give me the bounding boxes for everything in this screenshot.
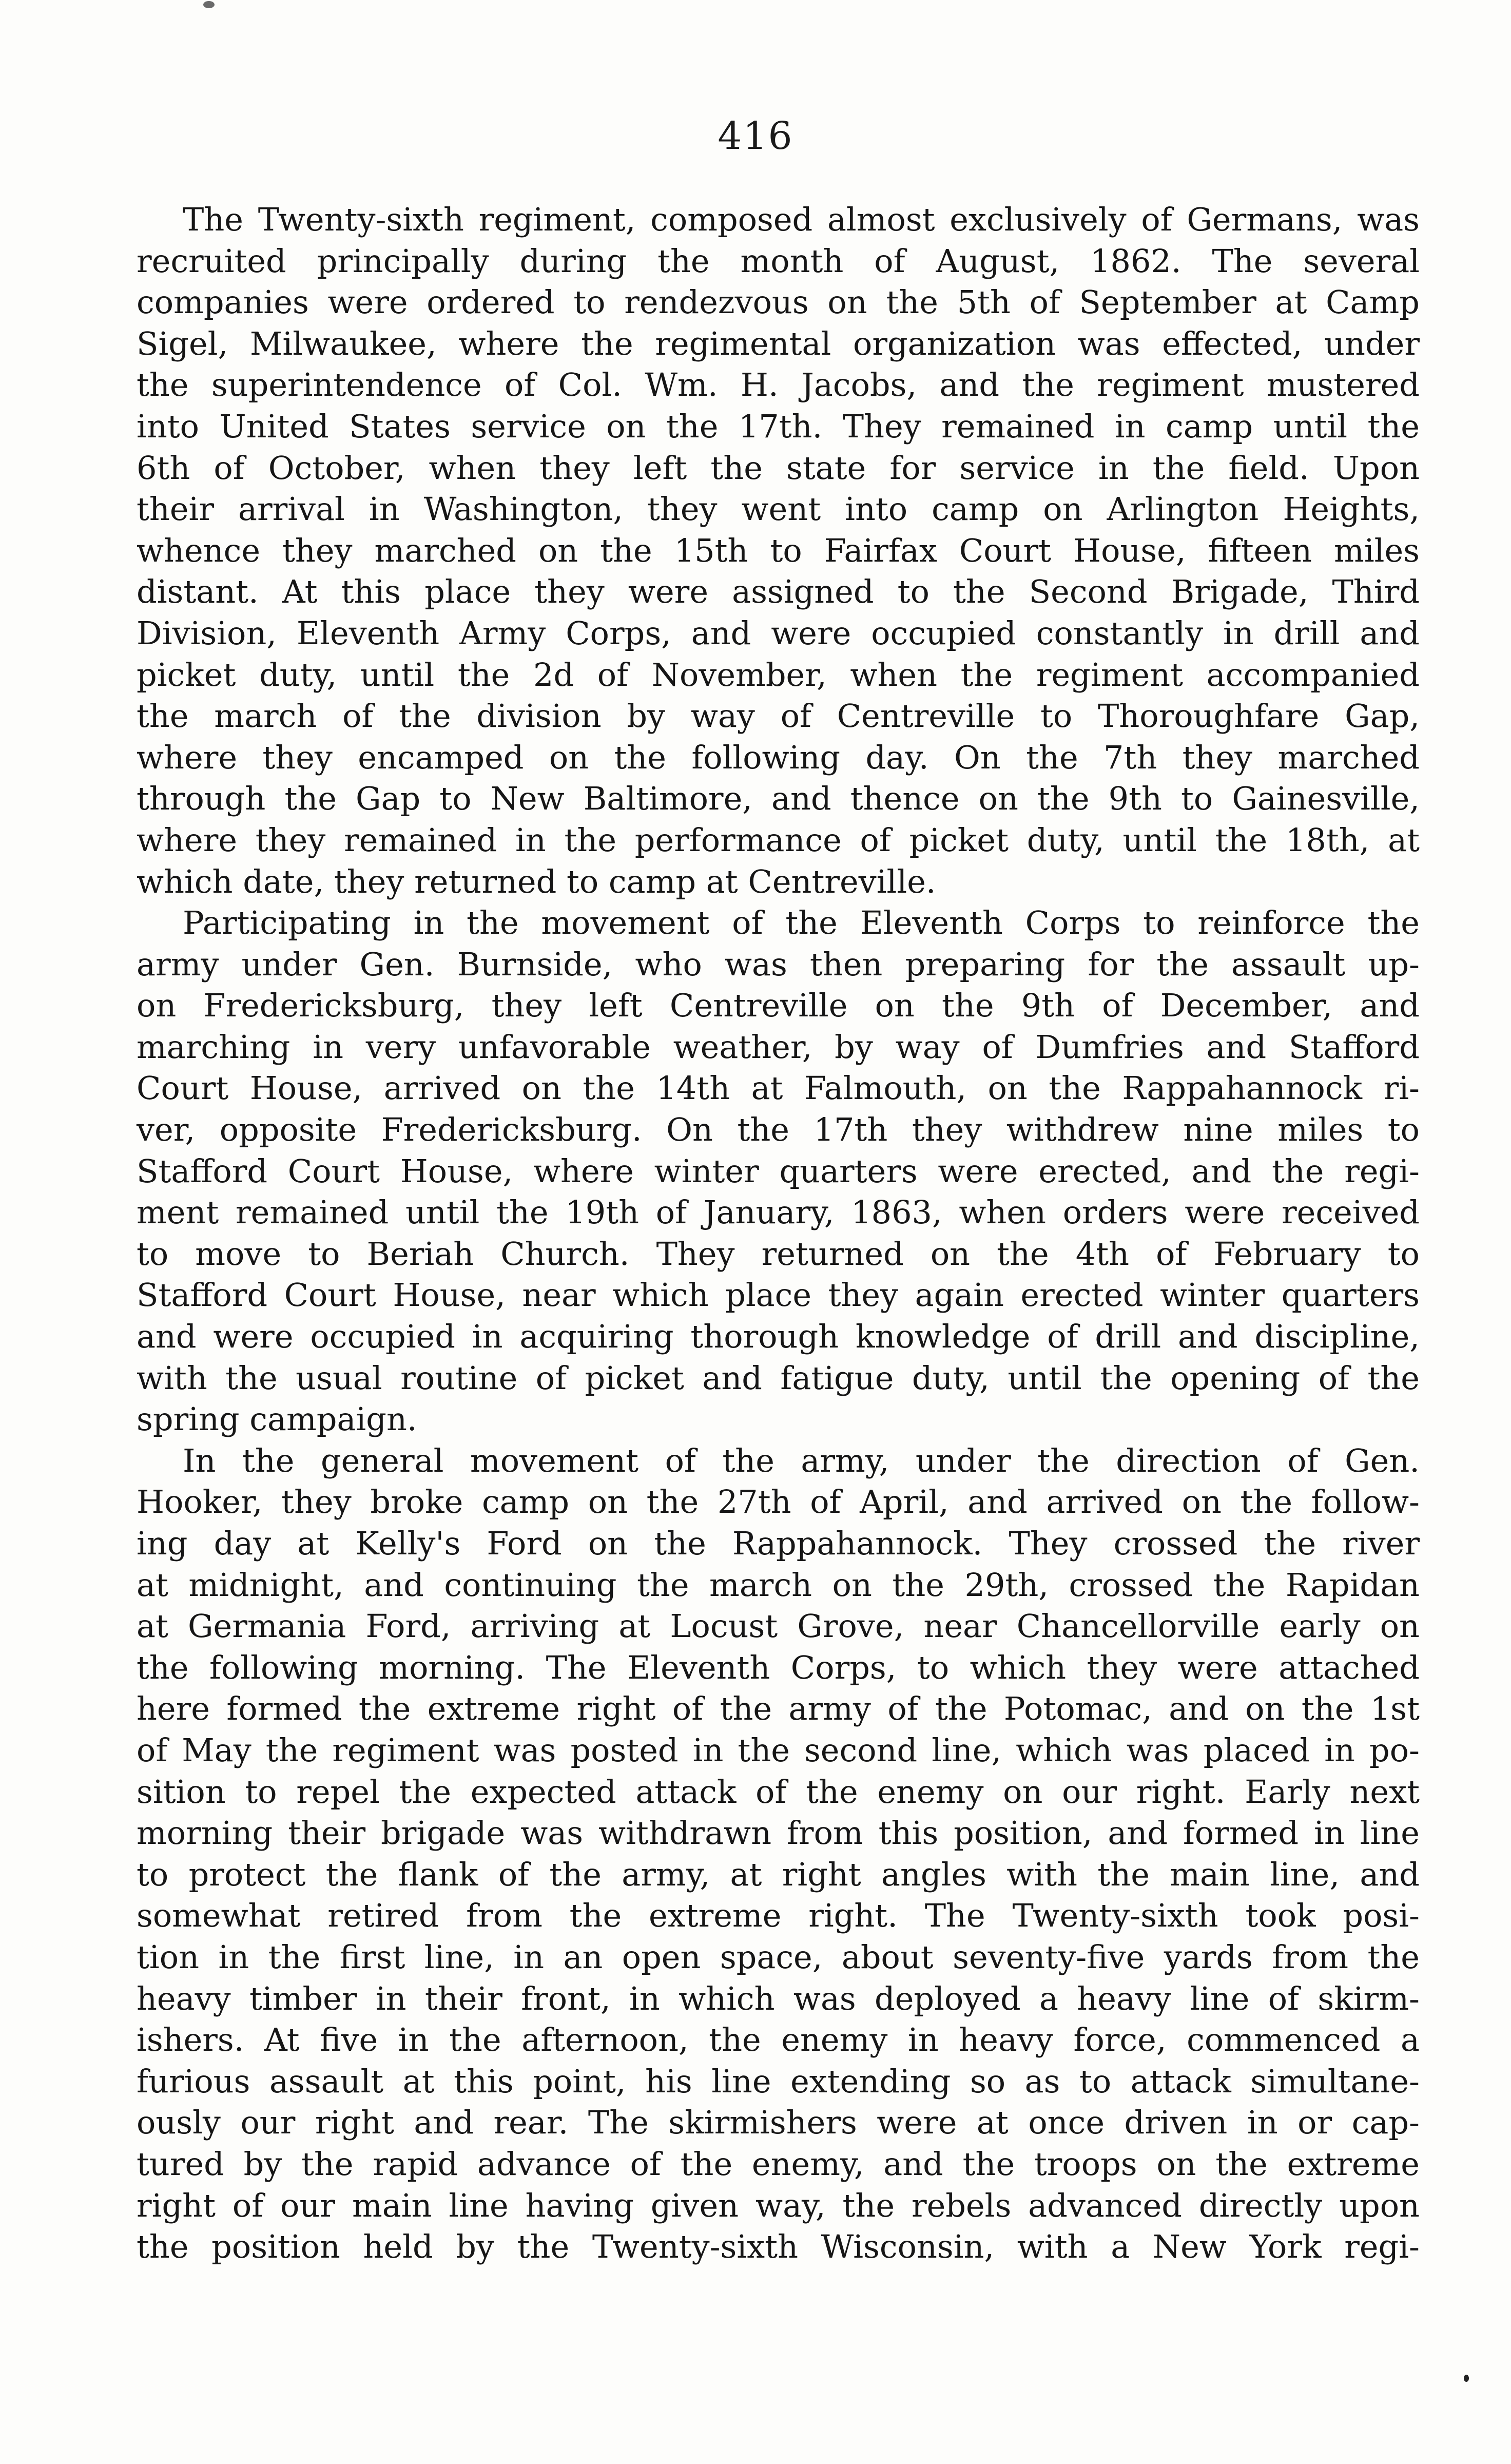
text-line: at midnight, and continuing the march on the 29th, crossed the Rapidan <box>137 1566 1420 1604</box>
text-line: companies were ordered to rendezvous on the 5th of September at Camp <box>137 283 1420 321</box>
text-line: somewhat retired from the extreme right. The Twenty-sixth took posi- <box>137 1897 1420 1935</box>
text-line: ment remained until the 19th of January, 1863, when orders were received <box>137 1194 1420 1231</box>
text-line: Stafford Court House, near which place they again erected winter quarters <box>137 1276 1420 1314</box>
ink-speck <box>203 1 215 8</box>
text-line: Hooker, they broke camp on the 27th of April, and arrived on the follow- <box>137 1483 1420 1521</box>
text-line: ing day at Kelly's Ford on the Rappahannock. They crossed the river <box>137 1525 1420 1562</box>
text-line: to protect the flank of the army, at right angles with the main line, and <box>137 1855 1420 1893</box>
text-line: army under Gen. Burnside, who was then preparing for the assault up- <box>137 945 1420 983</box>
text-line: on Fredericksburg, they left Centreville on the 9th of December, and <box>137 987 1420 1025</box>
text-line: sition to repel the expected attack of the enemy on our right. Early next <box>137 1773 1420 1811</box>
text-line: spring campaign. <box>137 1400 417 1438</box>
text-line: Stafford Court House, where winter quarters were erected, and the regi- <box>137 1152 1420 1190</box>
text-line: The Twenty-sixth regiment, composed almost exclusively of Germans, was <box>183 201 1420 238</box>
text-line: distant. At this place they were assigned to the Second Brigade, Third <box>137 573 1420 611</box>
text-line: ishers. At five in the afternoon, the enemy in heavy force, commenced a <box>137 2021 1420 2059</box>
text-line: and were occupied in acquiring thorough knowledge of drill and discipline, <box>137 1318 1420 1356</box>
text-line: with the usual routine of picket and fatigue duty, until the opening of the <box>137 1359 1420 1397</box>
text-line: into United States service on the 17th. They remained in camp until the <box>137 407 1420 445</box>
text-line: ver, opposite Fredericksburg. On the 17th they withdrew nine miles to <box>137 1111 1420 1149</box>
text-line: Sigel, Milwaukee, where the regimental organization was effected, under <box>137 324 1420 362</box>
text-line: Division, Eleventh Army Corps, and were occupied constantly in drill and <box>137 614 1420 652</box>
text-line: the superintendence of Col. Wm. H. Jacobs, and the regiment mustered <box>137 366 1420 404</box>
text-line: furious assault at this point, his line extending so as to attack simultane- <box>137 2062 1420 2100</box>
text-line: at Germania Ford, arriving at Locust Grove, near Chancellorville early on <box>137 1607 1420 1645</box>
text-line: tion in the first line, in an open space, about seventy-five yards from the <box>137 1938 1420 1976</box>
text-line: to move to Beriah Church. They returned on the 4th of February to <box>137 1235 1420 1273</box>
text-line: marching in very unfavorable weather, by way of Dumfries and Stafford <box>137 1028 1420 1066</box>
text-line: which date, they returned to camp at Centreville. <box>137 862 936 900</box>
text-line: tured by the rapid advance of the enemy, and the troops on the extreme <box>137 2145 1420 2183</box>
text-line: through the Gap to New Baltimore, and thence on the 9th to Gainesville, <box>137 780 1420 818</box>
text-line: heavy timber in their front, in which was deployed a heavy line of skirm- <box>137 1979 1420 2017</box>
text-line: the following morning. The Eleventh Corps, to which they were attached <box>137 1648 1420 1686</box>
text-line: where they encamped on the following day. On the 7th they marched <box>137 738 1420 776</box>
text-line: Participating in the movement of the Eleventh Corps to reinforce the <box>183 904 1420 942</box>
text-line: picket duty, until the 2d of November, when the regiment accompanied <box>137 656 1420 694</box>
text-line: the position held by the Twenty-sixth Wisconsin, with a New York regi- <box>137 2228 1420 2266</box>
text-line: recruited principally during the month of August, 1862. The several <box>137 242 1420 280</box>
text-line: where they remained in the performance of picket duty, until the 18th, at <box>137 821 1420 859</box>
body-text <box>137 199 1420 2268</box>
text-line: In the general movement of the army, under the direction of Gen. <box>183 1441 1420 1479</box>
text-line: the march of the division by way of Centreville to Thoroughfare Gap, <box>137 697 1420 735</box>
page-number: 416 <box>718 114 793 158</box>
text-line: of May the regiment was posted in the second line, which was placed in po- <box>137 1731 1420 1769</box>
text-line: their arrival in Washington, they went into camp on Arlington Heights, <box>137 490 1420 528</box>
text-line: Court House, arrived on the 14th at Falmouth, on the Rappahannock ri- <box>137 1069 1420 1107</box>
text-line: here formed the extreme right of the army of the Potomac, and on the 1st <box>137 1690 1420 1728</box>
text-line: morning their brigade was withdrawn from this position, and formed in line <box>137 1814 1420 1852</box>
text-line: ously our right and rear. The skirmishers were at once driven in or cap- <box>137 2104 1420 2142</box>
text-line: 6th of October, when they left the state for service in the field. Upon <box>137 449 1420 487</box>
text-line: whence they marched on the 15th to Fairfax Court House, fifteen miles <box>137 531 1420 569</box>
text-line: right of our main line having given way, the rebels advanced directly upon <box>137 2186 1420 2224</box>
ink-speck <box>1464 2375 1469 2382</box>
